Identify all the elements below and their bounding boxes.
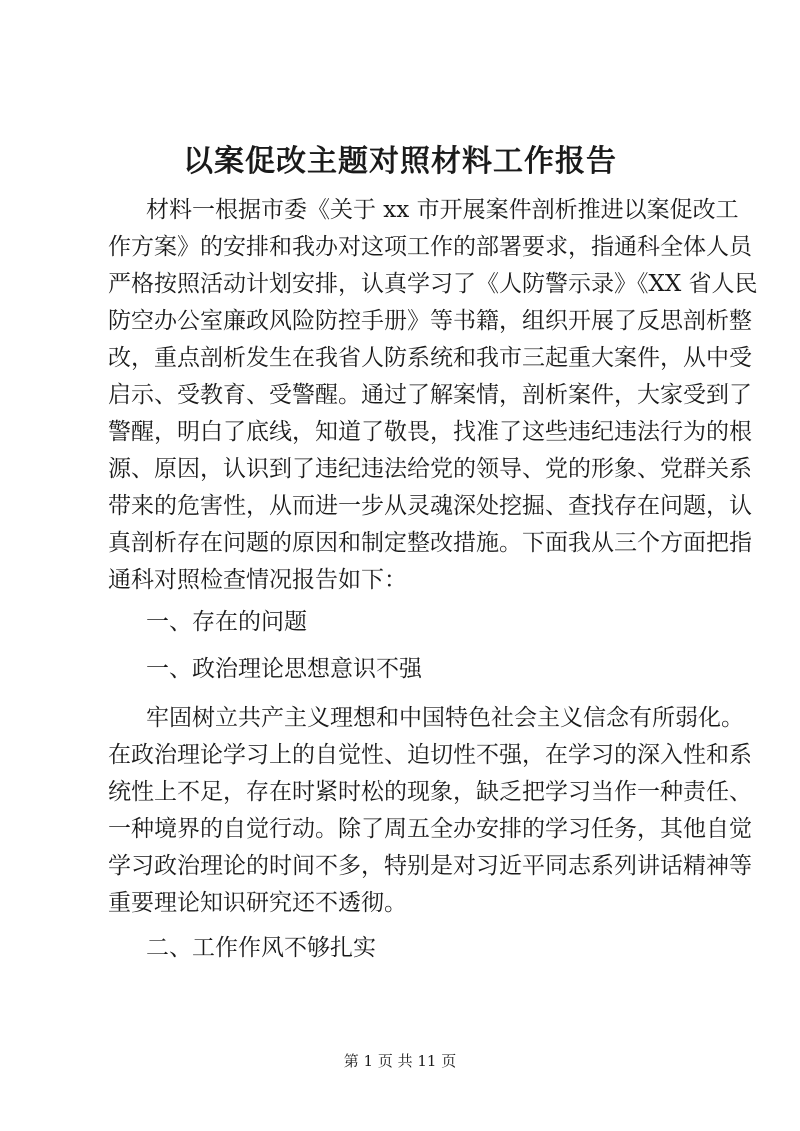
paragraph-line: 启示、受教育、受警醒。通过了解案情，剖析案件，大家受到了 [108,382,752,408]
paragraph-line: 警醒，明白了底线，知道了敬畏，找准了这些违纪违法行为的根 [108,419,752,445]
page-footer: 第 1 页 共 11 页 [343,1052,457,1070]
paragraph-line: 改，重点剖析发生在我省人防系统和我市三起重大案件，从中受 [108,345,752,371]
paragraph-line: 材料一根据市委《关于 xx 市开展案件剖析推进以案促改工 [146,197,739,223]
paragraph-line: 通科对照检查情况报告如下： [108,567,407,593]
paragraph-line: 源、原因，认识到了违纪违法给党的领导、党的形象、党群关系 [108,456,752,482]
paragraph-line: 在政治理论学习上的自觉性、迫切性不强，在学习的深入性和系 [108,742,752,768]
paragraph-line: 统性上不足，存在时紧时松的现象，缺乏把学习当作一种责任、 [108,779,752,805]
paragraph-line: 防空办公室廉政风险防控手册》等书籍，组织开展了反思剖析整 [108,308,752,334]
paragraph-line: 一种境界的自觉行动。除了周五全办安排的学习任务，其他自觉 [108,816,752,842]
paragraph-line: 真剖析存在问题的原因和制定整改措施。下面我从三个方面把指 [108,530,752,556]
section-heading: 一、存在的问题 [146,609,307,635]
paragraph-line: 牢固树立共产主义理想和中国特色社会主义信念有所弱化。 [146,705,744,731]
subsection-heading: 一、政治理论思想意识不强 [146,656,422,682]
paragraph-line: 带来的危害性，从而进一步从灵魂深处挖掘、查找存在问题，认 [108,493,752,519]
subsection-heading: 二、工作作风不够扎实 [146,935,376,961]
paragraph-line: 作方案》的安排和我办对这项工作的部署要求，指通科全体人员 [108,234,752,260]
paragraph-line: 学习政治理论的时间不多，特别是对习近平同志系列讲话精神等 [108,853,752,879]
document-title: 以案促改主题对照材料工作报告 [183,144,617,179]
paragraph-line: 重要理论知识研究还不透彻。 [108,890,407,916]
paragraph-line: 严格按照活动计划安排，认真学习了《人防警示录》《XX 省人民 [108,271,758,297]
